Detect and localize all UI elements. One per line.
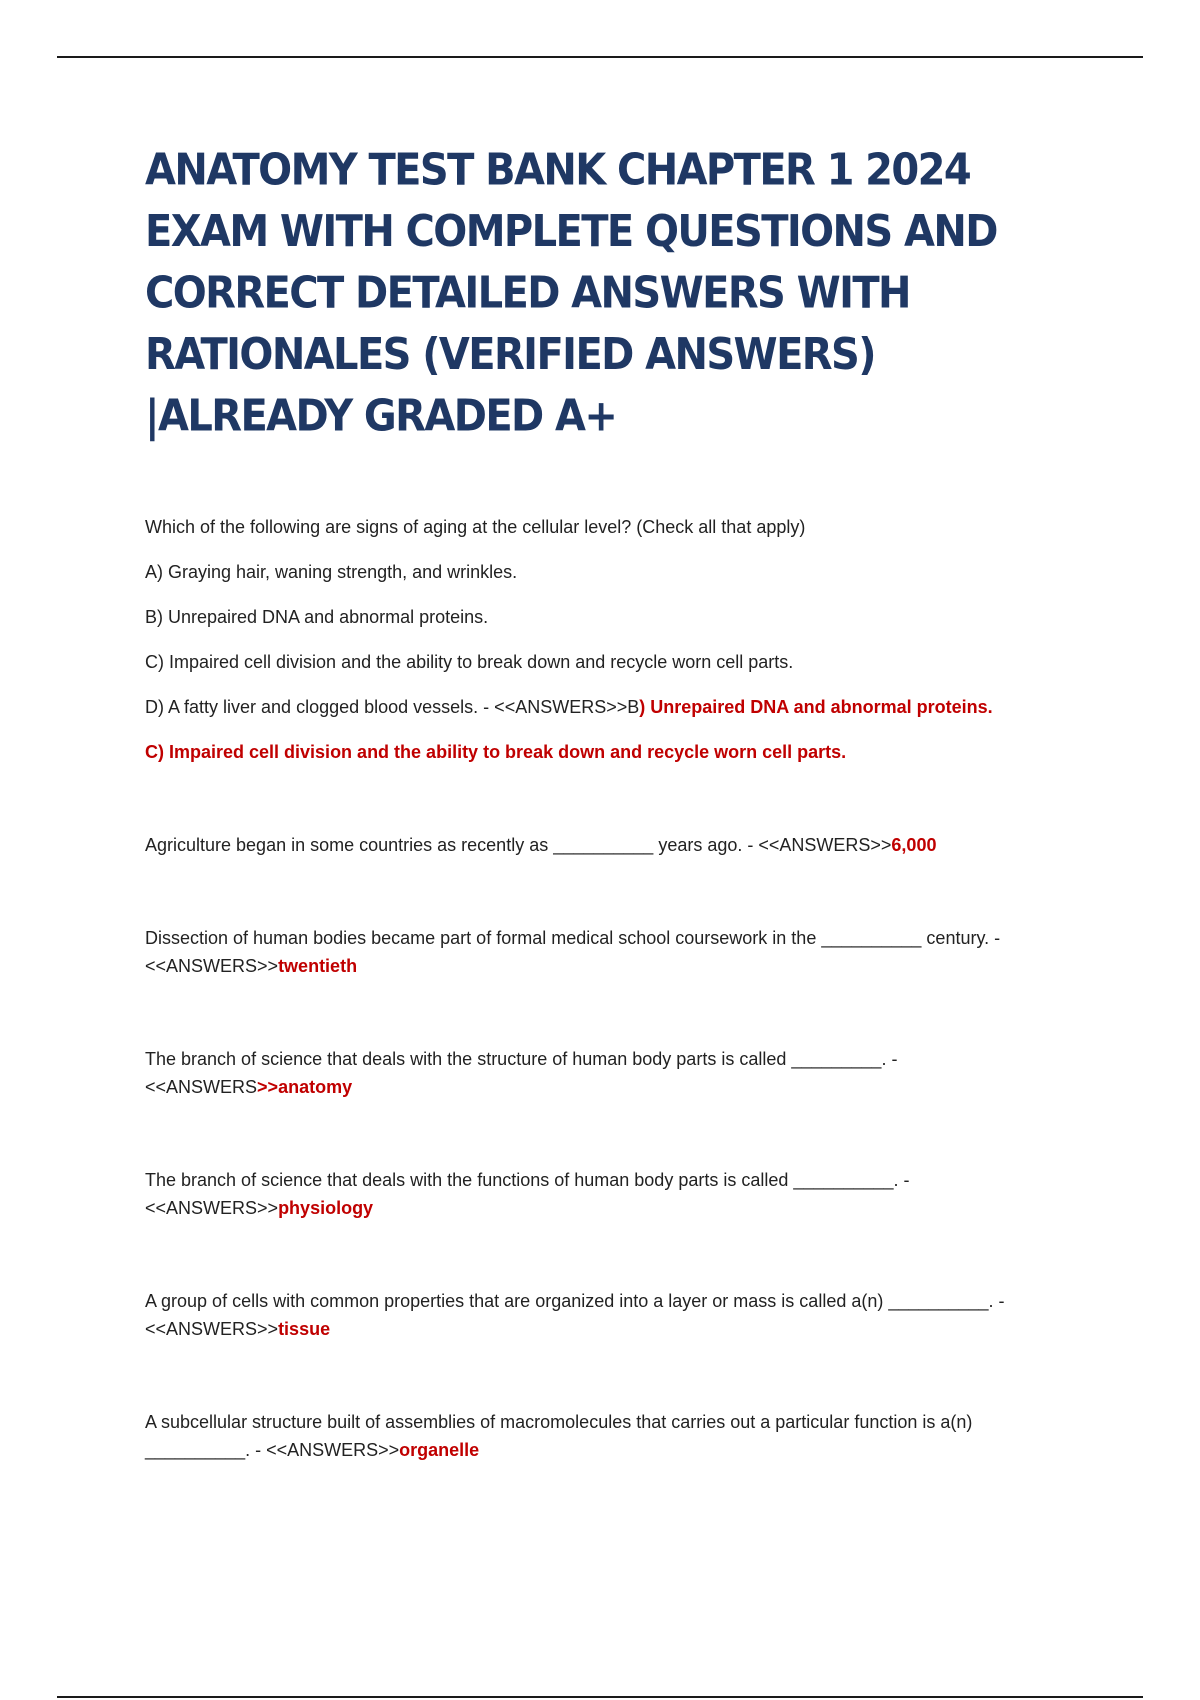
answer-text: tissue [278, 1319, 331, 1339]
question-prompt: The branch of science that deals with the structure of human body parts is called _________. - <<ANSWERS [145, 1049, 898, 1097]
question-5 [145, 1166, 1065, 1222]
answer-text: ) Unrepaired DNA and abnormal proteins. [639, 697, 993, 717]
question-text [145, 1408, 1065, 1464]
answer-text: 6,000 [891, 835, 937, 855]
document-title: ANATOMY TEST BANK CHAPTER 1 2024 EXAM WITH COMPLETE QUESTIONS AND CORRECT DETAILED ANSWERS WITH RATIONALES (VERIFIED ANSWERS) |ALREADY GRADED A+ [145, 145, 997, 442]
answer-text: >>anatomy [257, 1077, 353, 1097]
question-text [145, 924, 1065, 980]
question-prompt: The branch of science that deals with the functions of human body parts is called __________. - <<ANSWERS>> [145, 1170, 910, 1218]
question-4 [145, 1045, 1065, 1101]
question-text [145, 1287, 1065, 1343]
question-prompt: Which of the following are signs of aging at the cellular level? (Check all that apply) [145, 517, 806, 537]
answer-text: C) Impaired cell division and the ability to break down and recycle worn cell parts. [145, 742, 847, 762]
option-a: A) Graying hair, waning strength, and wrinkles. [145, 562, 518, 582]
answer-text: twentieth [278, 956, 358, 976]
document-body [145, 140, 1065, 1464]
question-text [145, 1166, 1065, 1222]
question-prompt: Dissection of human bodies became part of formal medical school coursework in the __________ century. - <<ANSWERS>> [145, 928, 1001, 976]
option-b: B) Unrepaired DNA and abnormal proteins. [145, 607, 489, 627]
bottom-rule [57, 1696, 1143, 1698]
question-3 [145, 924, 1065, 980]
option-c: C) Impaired cell division and the ability to break down and recycle worn cell parts. [145, 652, 794, 672]
top-rule [57, 56, 1143, 58]
question-text [145, 831, 1065, 859]
answer-text: physiology [278, 1198, 374, 1218]
question-2 [145, 831, 1065, 859]
question-prompt: Agriculture began in some countries as recently as __________ years ago. - <<ANSWERS>> [145, 835, 892, 855]
question-prompt: A group of cells with common properties that are organized into a layer or mass is called a(n) __________. - <<ANSWERS>> [145, 1291, 1005, 1339]
question-1 [145, 513, 1065, 766]
option-d-with-answer [145, 693, 1065, 721]
question-text [145, 1045, 1065, 1101]
answer-text: organelle [399, 1440, 480, 1460]
question-7 [145, 1408, 1065, 1464]
question-prompt: A subcellular structure built of assemblies of macromolecules that carries out a particular function is a(n) __________. - <<ANSWERS>> [145, 1412, 973, 1460]
question-6 [145, 1287, 1065, 1343]
option-d: D) A fatty liver and clogged blood vessels. - <<ANSWERS>>B [145, 697, 640, 717]
